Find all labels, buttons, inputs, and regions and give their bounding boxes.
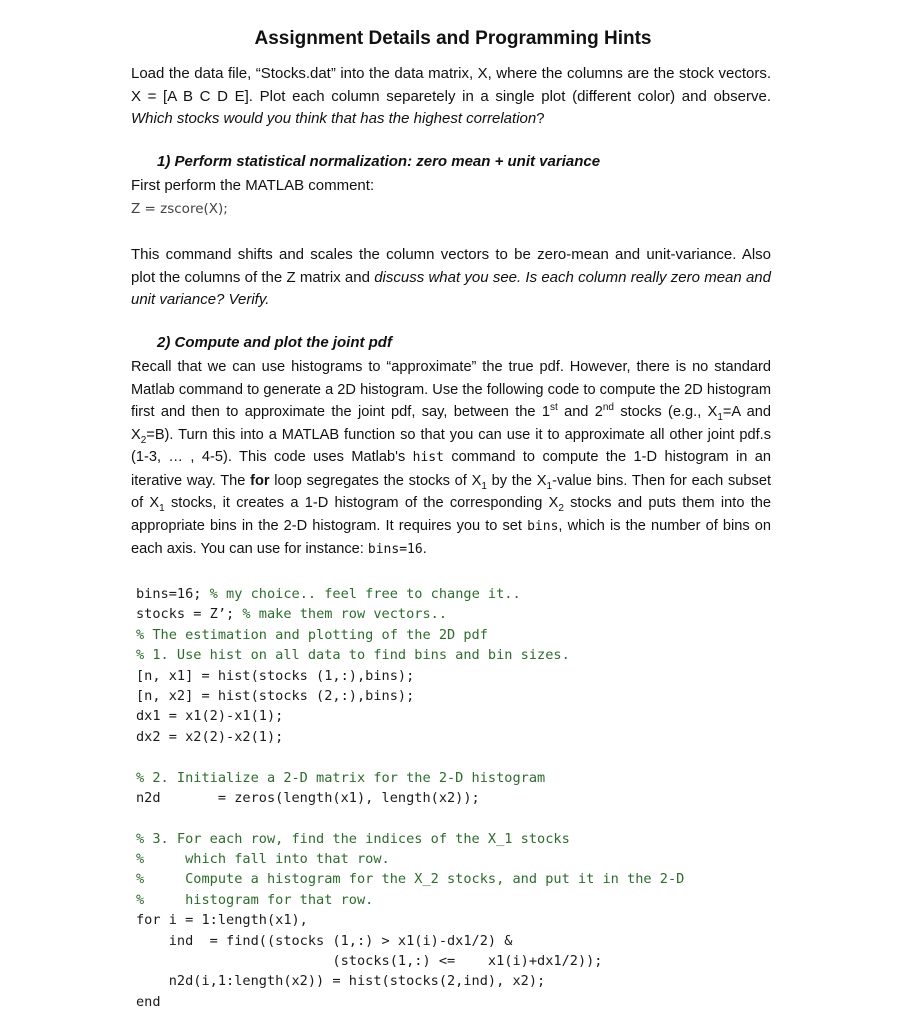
code-line: n2d = zeros(length(x1), length(x2)); — [136, 789, 480, 806]
intro-text: Load the data file, “Stocks.dat” into the data matrix, X, where the columns are the stock vectors. X = [A B C D E]. Plot each column separetely in a single plot (different color) and observe. — [131, 65, 771, 105]
section1-instruction: First perform the MATLAB comment: — [131, 177, 375, 194]
s2-text-7: loop segregates the stocks of X — [269, 472, 482, 489]
code-statement: stocks = Z’; — [136, 606, 243, 623]
s2-text-9: -value bins. Then for each subset of X — [131, 472, 771, 511]
inline-code-hist: hist — [412, 450, 444, 465]
code-line — [136, 584, 684, 604]
s2-text-3: stocks (e.g., X — [614, 404, 718, 420]
code-comment-line: % 3. For each row, find the indices of the X_1 stocks — [136, 830, 570, 847]
code-line: end — [136, 993, 161, 1010]
s2-sub-1a: 1 — [717, 411, 723, 423]
code-comment: % my choice.. feel free to change it.. — [209, 586, 521, 602]
code-comment: % make them row vectors.. — [242, 606, 448, 623]
intro-question: Which stocks would you think that has the highest correlation — [131, 110, 537, 127]
s2-text-12: , which is the number of bins on each axis. You can use for instance: — [131, 517, 772, 557]
code-comment-line: % The estimation and plotting of the 2D pdf — [136, 626, 488, 643]
code-line: for i = 1:length(x1), — [136, 912, 308, 929]
code-blank-line — [136, 808, 684, 828]
inline-code-bins16: bins=16 — [367, 542, 423, 557]
s2-text-6: command to compute the 1-D histogram in an iterative way. The — [131, 449, 771, 489]
s2-text-8: by the X — [486, 472, 547, 489]
page-title: Assignment Details and Programming Hints — [254, 28, 652, 49]
code-line: ind = find((stocks (1,:) > x1(i)-dx1/2) & — [136, 932, 513, 949]
code-line: dx2 = x2(2)-x2(1); — [136, 728, 284, 745]
code-line: n2d(i,1:length(x2)) = hist(stocks(2,ind), x2); — [136, 973, 546, 990]
intro-end: ? — [536, 110, 545, 127]
code-block — [136, 584, 684, 1012]
s2-text-4: =A and X — [131, 404, 772, 443]
code-line: dx1 = x1(2)-x1(1); — [136, 708, 284, 725]
s2-text-1: Recall that we can use histograms to “approximate” the true pdf. However, there is no standard Matlab command to generate a 2D histogram. Use the following code to compute the 2D histogram first and then to approximate the joint pdf, say, between the 1 — [131, 359, 771, 420]
code-line: [n, x2] = hist(stocks (2,:),bins); — [136, 687, 415, 704]
s2-sup-st: st — [549, 402, 558, 414]
code-line: (stocks(1,:) <= x1(i)+dx1/2)); — [136, 953, 603, 970]
code-comment-line: % Compute a histogram for the X_2 stocks, and put it in the 2-D — [136, 871, 685, 888]
section1-italic-text: discuss what you see. Is each column really zero mean and unit variance? Verify. — [131, 268, 771, 308]
s2-sub-2b: 2 — [558, 502, 564, 514]
code-statement: bins=16; — [136, 586, 210, 602]
code-blank-line — [136, 747, 684, 767]
code-line: [n, x1] = hist(stocks (1,:),bins); — [136, 667, 415, 684]
code-line — [136, 604, 684, 624]
section1-paragraph — [131, 244, 771, 312]
bold-for: for — [250, 472, 270, 489]
s2-sup-nd: nd — [602, 402, 614, 414]
s2-sub-1b: 1 — [481, 480, 487, 492]
intro-paragraph — [131, 63, 771, 131]
code-comment-line: % which fall into that row. — [136, 851, 390, 868]
s2-text-5: =B). Turn this into a MATLAB function so that you can use it to approximate all other joint pdf.s (1-3, … , 4-5). This code uses Matlab's — [131, 426, 771, 465]
s2-sub-2a: 2 — [140, 434, 147, 446]
code-comment-line: % 2. Initialize a 2-D matrix for the 2-D histogram — [136, 769, 546, 786]
section2-heading: 2) Compute and plot the joint pdf — [157, 334, 392, 351]
s2-text-10: stocks, it creates a 1-D histogram of the corresponding X — [164, 495, 559, 511]
s2-text-13: . — [422, 541, 427, 557]
s2-text-2: and 2 — [557, 404, 603, 420]
section1-text: This command shifts and scales the column vectors to be zero-mean and unit-variance. Also plot the columns of the Z matrix and — [131, 246, 771, 286]
s2-text-11: stocks and puts them into the appropriate bins in the 2-D histogram. It requires you to set — [131, 495, 771, 534]
inline-code-bins: bins — [527, 518, 559, 534]
code-comment-line: % 1. Use hist on all data to find bins and bin sizes. — [136, 647, 570, 664]
section2-paragraph — [131, 356, 771, 562]
section1-heading: 1) Perform statistical normalization: zero mean + unit variance — [157, 153, 601, 170]
s2-sub-1c: 1 — [546, 480, 553, 492]
s2-sub-1d: 1 — [159, 502, 165, 514]
zscore-command: Z = zscore(X); — [131, 201, 228, 217]
code-comment-line: % histogram for that row. — [136, 891, 374, 908]
